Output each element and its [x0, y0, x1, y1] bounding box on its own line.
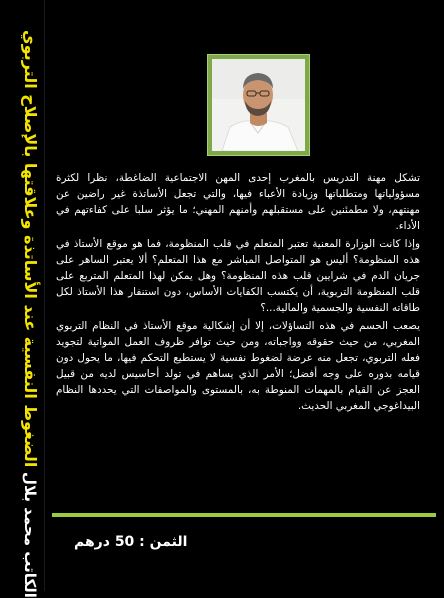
price-label: الثمن : 50 درهم: [74, 534, 188, 550]
blurb-paragraph: تشكل مهنة التدريس بالمغرب إحدى المهن الاجتماعية الضاغطة، نظرا لكثرة مسؤولياتها ومتطلباتها وزيادة الأعباء فيها، والتي تجعل الأساتذة غير راضين عن مهنتهم، ولا مطمئنين على مستقبلهم وأمنهم المهني؛ ما يؤثر سلبا على كفاءتهم في الأداء.: [56, 172, 420, 232]
back-cover-blurb: [56, 170, 420, 416]
spine-divider: [44, 0, 45, 591]
book-spine: [0, 0, 44, 598]
spine-author: الكاتب محمد بلال: [21, 472, 39, 598]
accent-divider: [52, 513, 436, 517]
author-photo-frame: [207, 54, 310, 156]
spine-title: الضغوط النفسية عند الأساتذة وعلاقتها بالإصلاح التربوي: [21, 30, 40, 468]
author-photo: [212, 59, 305, 151]
blurb-paragraph: وإذا كانت الوزارة المعنية تعتبر المتعلم في قلب المنظومة، فما هو موقع الأستاذ في هذه المنظومة؟ أليس هو المتواصل المباشر مع هذا المتعلم؟ ألا يعتبر الساهر على جريان الدم في شرايين قلب هذه المنظومة؟ وهل يمكن لهذا المتعلم المتربع على قلب المنظومة التربوية، أن يكتسب الكفايات الأساس، دون استنفار هذا الأستاذ لكل طاقاته النفسية والجسمية والمالية...؟: [56, 238, 420, 314]
blurb-paragraph: يصعب الحسم في هذه التساؤلات، إلا أن إشكالية موقع الأستاذ في النظام التربوي المغربي، من حيث حقوقه وواجباته، ومن حيث توافر ظروف العمل المواتية لتجويد فعله التربوي، تجعل منه عرضة لضغوط نفسية لا يستطيع التحكم فيها، ما يحول دون قيامه بدوره على وجه أفضل؛ الأمر الذي يساهم في تولد أحاسيس لديه من قبيل العجز عن القيام بالمهمات المنوطة به، بالمستوى والمواصفات التي يحددها النظام البيداغوجي المغربي الحديث.: [56, 320, 420, 412]
